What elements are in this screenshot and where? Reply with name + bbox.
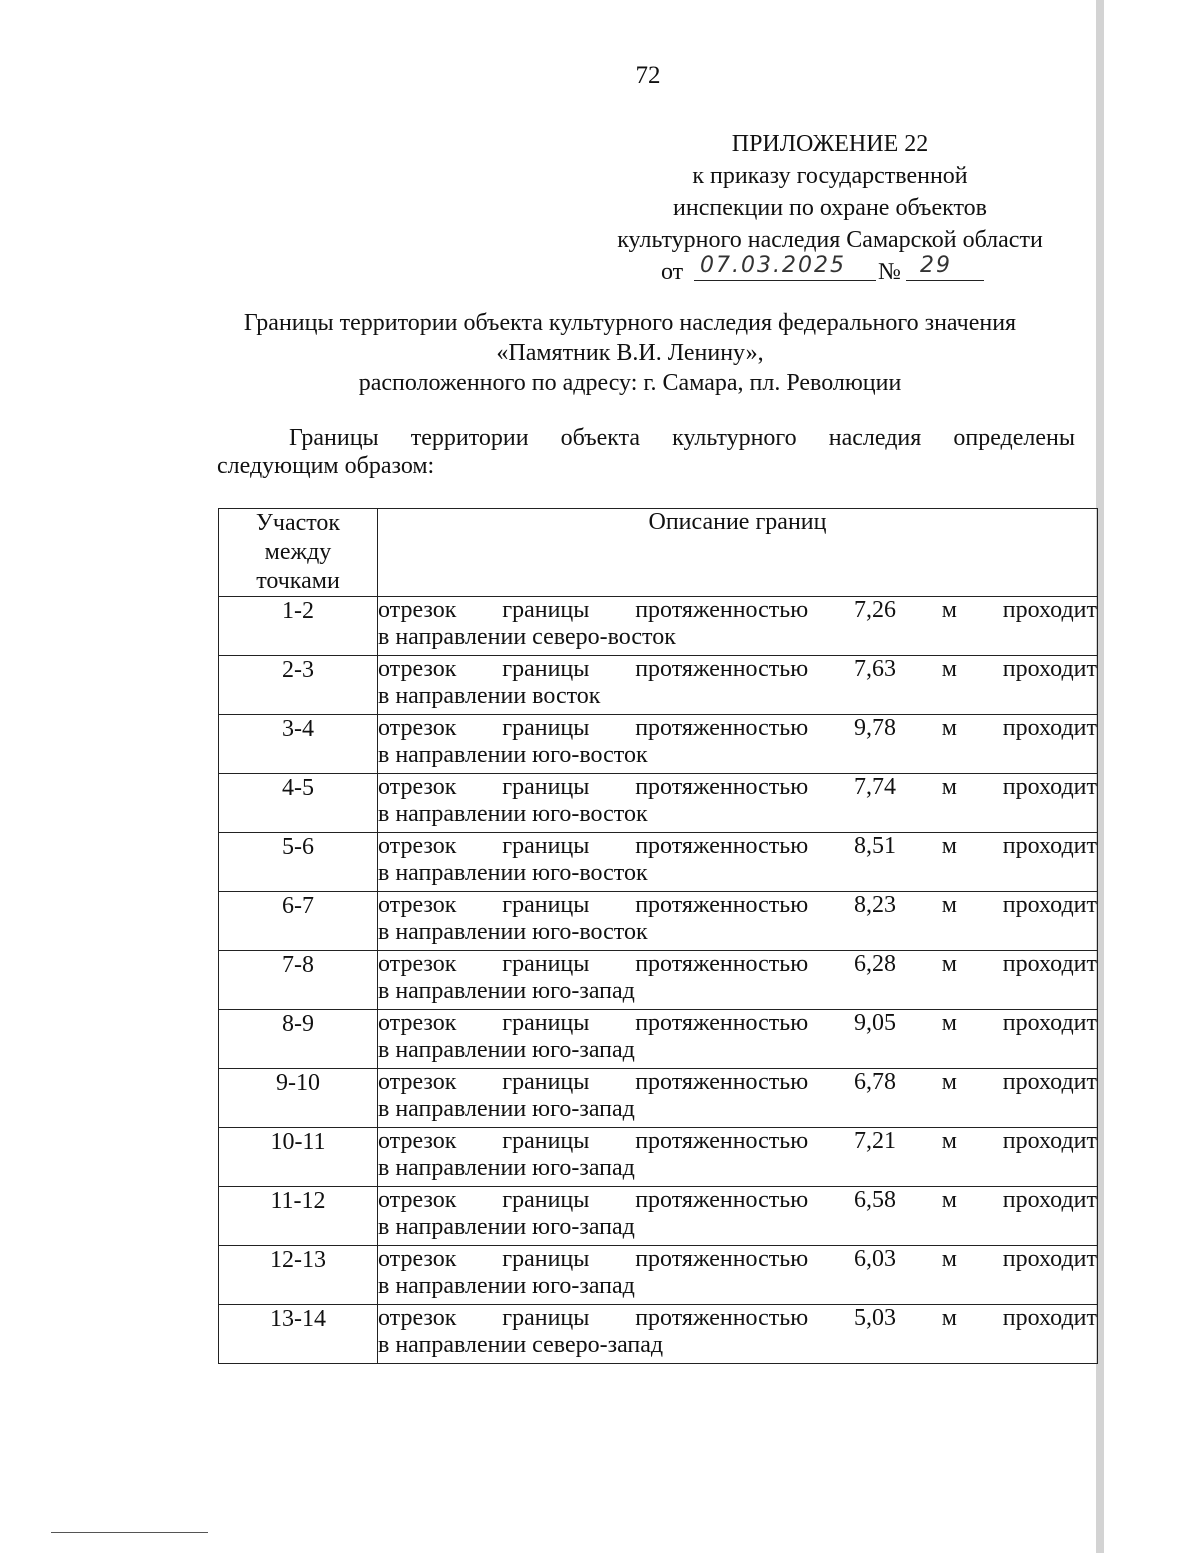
table-row bbox=[219, 1246, 1098, 1305]
length-unit: м bbox=[941, 1187, 957, 1213]
word-length: протяженностью bbox=[635, 1010, 809, 1036]
table-row bbox=[219, 656, 1098, 715]
word-segment: отрезок bbox=[378, 833, 457, 859]
word-passes: проходит bbox=[1002, 1128, 1097, 1154]
description-line-1 bbox=[378, 833, 1097, 860]
description-line-1 bbox=[378, 951, 1097, 978]
direction-text: в направлении юго-запад bbox=[378, 1155, 635, 1181]
word-passes: проходит bbox=[1002, 1305, 1097, 1331]
header-segment bbox=[219, 509, 378, 597]
word-segment: отрезок bbox=[378, 951, 457, 977]
handwritten-number: 29 bbox=[920, 253, 952, 278]
direction-text: в направлении северо-запад bbox=[378, 1332, 664, 1358]
description-cell bbox=[378, 1305, 1098, 1364]
word-length: протяженностью bbox=[635, 1128, 809, 1154]
description-line-1 bbox=[378, 1010, 1097, 1037]
segment-cell: 11-12 bbox=[219, 1187, 378, 1246]
word-boundary: границы bbox=[502, 1010, 590, 1036]
page-number: 72 bbox=[635, 62, 661, 89]
description-cell bbox=[378, 951, 1098, 1010]
segment-cell: 7-8 bbox=[219, 951, 378, 1010]
description-cell bbox=[378, 892, 1098, 951]
word-length: протяженностью bbox=[635, 1069, 809, 1095]
description-line-1 bbox=[378, 1187, 1097, 1214]
length-unit: м bbox=[941, 656, 957, 682]
word-length: протяженностью bbox=[635, 1187, 809, 1213]
table-row bbox=[219, 833, 1098, 892]
length-value: 6,58 bbox=[853, 1187, 896, 1213]
length-value: 6,78 bbox=[853, 1069, 896, 1095]
word-length: протяженностью bbox=[635, 951, 809, 977]
header-segment-line-1: Участок bbox=[255, 510, 341, 536]
length-value: 7,63 bbox=[853, 656, 896, 682]
direction-text: в направлении юго-запад bbox=[378, 1214, 635, 1240]
length-value: 7,21 bbox=[853, 1128, 896, 1154]
table-row bbox=[219, 951, 1098, 1010]
description-cell bbox=[378, 597, 1098, 656]
length-value: 9,78 bbox=[853, 715, 896, 741]
word-length: протяженностью bbox=[635, 715, 809, 741]
word-boundary: границы bbox=[502, 1187, 590, 1213]
segment-cell: 10-11 bbox=[219, 1128, 378, 1187]
word-length: протяженностью bbox=[635, 774, 809, 800]
length-unit: м bbox=[941, 1010, 957, 1036]
direction-text: в направлении северо-восток bbox=[378, 624, 676, 650]
direction-text: в направлении юго-восток bbox=[378, 860, 648, 886]
word-segment: отрезок bbox=[378, 1305, 457, 1331]
length-value: 8,23 bbox=[853, 892, 896, 918]
word-segment: отрезок bbox=[378, 1187, 457, 1213]
word-segment: отрезок bbox=[378, 1246, 457, 1272]
word-passes: проходит bbox=[1002, 1069, 1097, 1095]
length-value: 7,26 bbox=[853, 597, 896, 623]
appendix-title: ПРИЛОЖЕНИЕ 22 bbox=[731, 131, 929, 157]
word-segment: отрезок bbox=[378, 892, 457, 918]
word-length: протяженностью bbox=[635, 892, 809, 918]
document-title bbox=[180, 308, 1080, 398]
word-segment: отрезок bbox=[378, 1069, 457, 1095]
word-length: протяженностью bbox=[635, 1305, 809, 1331]
segment-cell: 8-9 bbox=[219, 1010, 378, 1069]
word-length: протяженностью bbox=[635, 656, 809, 682]
length-unit: м bbox=[941, 892, 957, 918]
segment-cell: 3-4 bbox=[219, 715, 378, 774]
length-unit: м bbox=[941, 1246, 957, 1272]
description-line-1 bbox=[378, 1305, 1097, 1332]
direction-text: в направлении юго-восток bbox=[378, 801, 648, 827]
header-segment-line-2: между bbox=[264, 539, 332, 565]
segment-cell: 9-10 bbox=[219, 1069, 378, 1128]
table-row bbox=[219, 597, 1098, 656]
table-row bbox=[219, 1187, 1098, 1246]
word-boundary: границы bbox=[502, 892, 590, 918]
word-boundary: границы bbox=[502, 774, 590, 800]
word-boundary: границы bbox=[502, 833, 590, 859]
word-passes: проходит bbox=[1002, 1010, 1097, 1036]
table-row bbox=[219, 1010, 1098, 1069]
word-length: протяженностью bbox=[635, 597, 809, 623]
description-line-1 bbox=[378, 715, 1097, 742]
table-body bbox=[219, 597, 1098, 1364]
segment-cell: 13-14 bbox=[219, 1305, 378, 1364]
description-line-1 bbox=[378, 1128, 1097, 1155]
description-line-1 bbox=[378, 774, 1097, 801]
word-passes: проходит bbox=[1002, 656, 1097, 682]
word-boundary: границы bbox=[502, 1305, 590, 1331]
segment-cell: 4-5 bbox=[219, 774, 378, 833]
date-prefix: от bbox=[661, 259, 684, 285]
appendix-line-2: инспекции по охране объектов bbox=[673, 195, 987, 221]
word-boundary: границы bbox=[502, 951, 590, 977]
order-date-number-line bbox=[560, 253, 1100, 288]
direction-text: в направлении юго-восток bbox=[378, 742, 648, 768]
appendix-line-3: культурного наследия Самарской области bbox=[617, 227, 1043, 253]
length-unit: м bbox=[941, 951, 957, 977]
length-value: 9,05 bbox=[853, 1010, 896, 1036]
word-boundary: границы bbox=[502, 656, 590, 682]
length-unit: м bbox=[941, 774, 957, 800]
word-segment: отрезок bbox=[378, 597, 457, 623]
table-row bbox=[219, 1128, 1098, 1187]
footnote-rule bbox=[51, 1532, 208, 1533]
direction-text: в направлении юго-запад bbox=[378, 978, 635, 1004]
word-passes: проходит bbox=[1002, 597, 1097, 623]
length-value: 7,74 bbox=[853, 774, 896, 800]
segment-cell: 12-13 bbox=[219, 1246, 378, 1305]
header-description: Описание границ bbox=[378, 509, 1098, 597]
description-line-1 bbox=[378, 597, 1097, 624]
appendix-line-1: к приказу государственной bbox=[692, 163, 968, 189]
handwritten-date: 07.03.2025 bbox=[700, 253, 846, 278]
word-boundary: границы bbox=[502, 1128, 590, 1154]
length-unit: м bbox=[941, 715, 957, 741]
direction-text: в направлении юго-запад bbox=[378, 1273, 635, 1299]
table-row bbox=[219, 892, 1098, 951]
word-passes: проходит bbox=[1002, 715, 1097, 741]
table-row bbox=[219, 1305, 1098, 1364]
description-line-1 bbox=[378, 1069, 1097, 1096]
title-line-1: Границы территории объекта культурного наследия федерального значения bbox=[243, 310, 1017, 336]
description-cell bbox=[378, 656, 1098, 715]
segment-cell: 6-7 bbox=[219, 892, 378, 951]
length-value: 6,28 bbox=[853, 951, 896, 977]
word-passes: проходит bbox=[1002, 892, 1097, 918]
header-segment-line-3: точками bbox=[256, 568, 340, 594]
length-value: 8,51 bbox=[853, 833, 896, 859]
number-prefix: № bbox=[878, 259, 901, 285]
description-cell bbox=[378, 1128, 1098, 1187]
direction-text: в направлении юго-запад bbox=[378, 1037, 635, 1063]
intro-paragraph-line-2: следующим образом: bbox=[217, 453, 435, 479]
direction-text: в направлении восток bbox=[378, 683, 601, 709]
description-cell bbox=[378, 774, 1098, 833]
description-line-1 bbox=[378, 892, 1097, 919]
table-row bbox=[219, 774, 1098, 833]
word-segment: отрезок bbox=[378, 774, 457, 800]
word-boundary: границы bbox=[502, 1246, 590, 1272]
word-boundary: границы bbox=[502, 1069, 590, 1095]
length-unit: м bbox=[941, 833, 957, 859]
direction-text: в направлении юго-восток bbox=[378, 919, 648, 945]
description-cell bbox=[378, 833, 1098, 892]
description-line-1 bbox=[378, 1246, 1097, 1273]
segment-cell: 2-3 bbox=[219, 656, 378, 715]
word-segment: отрезок bbox=[378, 1128, 457, 1154]
word-passes: проходит bbox=[1002, 951, 1097, 977]
description-cell bbox=[378, 1069, 1098, 1128]
direction-text: в направлении юго-запад bbox=[378, 1096, 635, 1122]
table-row bbox=[219, 1069, 1098, 1128]
segment-cell: 1-2 bbox=[219, 597, 378, 656]
segment-cell: 5-6 bbox=[219, 833, 378, 892]
length-value: 5,03 bbox=[853, 1305, 896, 1331]
word-passes: проходит bbox=[1002, 1187, 1097, 1213]
table-row bbox=[219, 715, 1098, 774]
description-cell bbox=[378, 715, 1098, 774]
table-header-row bbox=[219, 509, 1098, 597]
word-boundary: границы bbox=[502, 715, 590, 741]
length-unit: м bbox=[941, 1128, 957, 1154]
description-line-1 bbox=[378, 656, 1097, 683]
length-value: 6,03 bbox=[853, 1246, 896, 1272]
length-unit: м bbox=[941, 1069, 957, 1095]
word-passes: проходит bbox=[1002, 1246, 1097, 1272]
description-cell bbox=[378, 1010, 1098, 1069]
intro-paragraph-line-1: Границы территории объекта культурного наследия определены bbox=[289, 425, 1075, 451]
appendix-block bbox=[560, 128, 1100, 288]
word-segment: отрезок bbox=[378, 1010, 457, 1036]
word-length: протяженностью bbox=[635, 1246, 809, 1272]
word-segment: отрезок bbox=[378, 656, 457, 682]
word-length: протяженностью bbox=[635, 833, 809, 859]
boundaries-table bbox=[218, 508, 1098, 1364]
description-cell bbox=[378, 1187, 1098, 1246]
word-passes: проходит bbox=[1002, 833, 1097, 859]
title-line-3: расположенного по адресу: г. Самара, пл. Революции bbox=[358, 370, 902, 396]
length-unit: м bbox=[941, 1305, 957, 1331]
title-line-2: «Памятник В.И. Ленину», bbox=[496, 340, 764, 366]
word-segment: отрезок bbox=[378, 715, 457, 741]
word-passes: проходит bbox=[1002, 774, 1097, 800]
length-unit: м bbox=[941, 597, 957, 623]
word-boundary: границы bbox=[502, 597, 590, 623]
description-cell bbox=[378, 1246, 1098, 1305]
